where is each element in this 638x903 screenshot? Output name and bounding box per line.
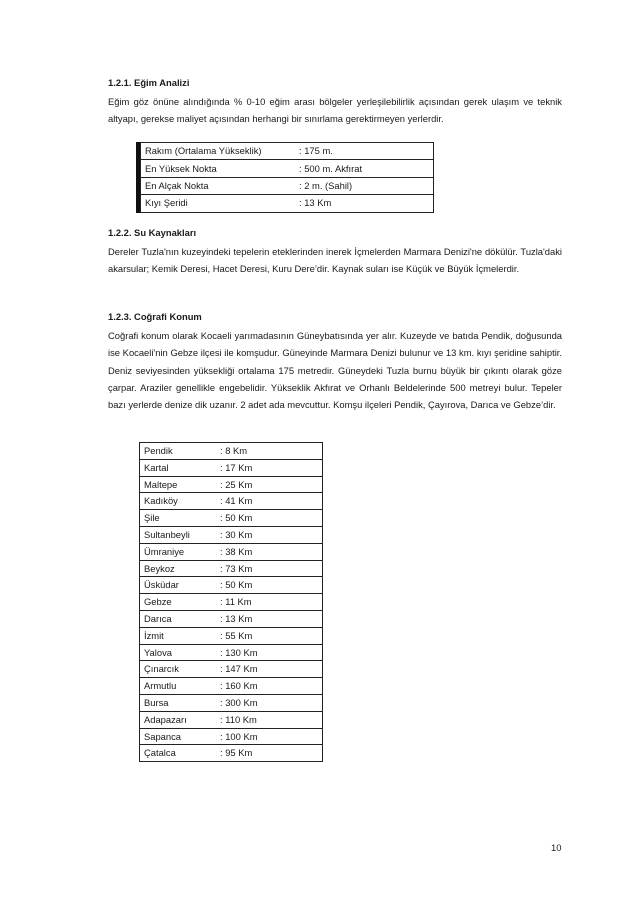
table-row bbox=[141, 195, 434, 212]
table-row bbox=[140, 594, 323, 611]
row-label: Armutlu bbox=[140, 678, 217, 695]
row-label: Çınarcık bbox=[140, 661, 217, 678]
row-value: : 13 Km bbox=[295, 195, 434, 212]
row-label: İzmit bbox=[140, 627, 217, 644]
row-label: Kartal bbox=[140, 459, 217, 476]
distance-table bbox=[139, 442, 323, 762]
row-value: : 11 Km bbox=[216, 594, 323, 611]
row-label: Kadıköy bbox=[140, 493, 217, 510]
section-paragraph: Coğrafi konum olarak Kocaeli yarımadasının Güneybatısında yer alır. Kuzeyde ve batıda Pendik, doğusunda ise Kocaeli'nin Gebze ilçesi ile komşudur. Güneyinde Marmara Denizi bulunur ve 13 km. kıyı şeridine sahiptir. Deniz seviyesinden yüksekliği ortalama 175 metredir. Güneydeki Tuzla burnu büyük bir çıkıntı olarak göze çarpar. Araziler genellikle engebelidir. Yükseklik Akfırat ve Orhanlı Beldelerinde 500 metreyi bulur. Tepeler bazı yerlerde denize dik uzanır. 2 adet ada mevcuttur. Komşu ilçeleri Pendik, Çayırova, Darıca ve Gebze’dir. bbox=[108, 330, 562, 411]
row-value: : 110 Km bbox=[216, 711, 323, 728]
row-value: : 50 Km bbox=[216, 577, 323, 594]
row-label: Bursa bbox=[140, 694, 217, 711]
row-label: Sapanca bbox=[140, 728, 217, 745]
row-value: : 100 Km bbox=[216, 728, 323, 745]
section-slope-analysis bbox=[108, 77, 562, 128]
elevation-table bbox=[138, 142, 434, 213]
row-label: Maltepe bbox=[140, 476, 217, 493]
section-heading: 1.2.1. Eğim Analizi bbox=[108, 77, 190, 88]
section-paragraph: Dereler Tuzla'nın kuzeyindeki tepelerin eteklerinden inerek İçmelerden Marmara Denizi'ne dökülür. Tuzla'daki akarsular; Kemik Deresi, Hacet Deresi, Kuru Dere’dir. Kaynak suları ise Küçük ve Büyük İçmelerdir. bbox=[108, 246, 562, 275]
row-label: Kıyı Şeridi bbox=[141, 195, 296, 212]
row-value: : 160 Km bbox=[216, 678, 323, 695]
table-row bbox=[140, 627, 323, 644]
table-row bbox=[140, 694, 323, 711]
row-label: Üsküdar bbox=[140, 577, 217, 594]
row-label: Pendik bbox=[140, 443, 217, 460]
table-row bbox=[140, 745, 323, 762]
table-row bbox=[140, 493, 323, 510]
row-value: : 50 Km bbox=[216, 510, 323, 527]
row-value: : 73 Km bbox=[216, 560, 323, 577]
row-value: : 25 Km bbox=[216, 476, 323, 493]
row-label: En Alçak Nokta bbox=[141, 177, 296, 194]
row-value: : 30 Km bbox=[216, 526, 323, 543]
row-label: Ümraniye bbox=[140, 543, 217, 560]
row-value: : 95 Km bbox=[216, 745, 323, 762]
row-label: Gebze bbox=[140, 594, 217, 611]
section-heading: 1.2.2. Su Kaynakları bbox=[108, 227, 197, 238]
table-row bbox=[140, 543, 323, 560]
table-row bbox=[140, 577, 323, 594]
row-label: Adapazarı bbox=[140, 711, 217, 728]
row-label: Şile bbox=[140, 510, 217, 527]
section-paragraph: Eğim göz önüne alındığında % 0-10 eğim arası bölgeler yerleşilebilirlik açısından gerek ulaşım ve teknik altyapı, gerekse maliyet açısından herhangi bir sınırlama gerektirmeyen yerlerdir. bbox=[108, 96, 562, 125]
row-value: : 17 Km bbox=[216, 459, 323, 476]
table-row bbox=[140, 526, 323, 543]
table-row bbox=[140, 459, 323, 476]
table-row bbox=[140, 711, 323, 728]
table-row bbox=[140, 661, 323, 678]
row-value: : 500 m. Akfırat bbox=[295, 160, 434, 177]
row-value: : 55 Km bbox=[216, 627, 323, 644]
row-value: : 38 Km bbox=[216, 543, 323, 560]
table-row bbox=[140, 678, 323, 695]
table-row bbox=[141, 177, 434, 194]
row-value: : 130 Km bbox=[216, 644, 323, 661]
row-value: : 41 Km bbox=[216, 493, 323, 510]
page-number: 10 bbox=[551, 842, 562, 853]
table-row bbox=[140, 476, 323, 493]
table-row bbox=[141, 160, 434, 177]
row-label: Yalova bbox=[140, 644, 217, 661]
section-geographic-location bbox=[108, 311, 562, 413]
row-label: Rakım (Ortalama Yükseklik) bbox=[141, 143, 296, 160]
section-heading: 1.2.3. Coğrafi Konum bbox=[108, 311, 202, 322]
table-row bbox=[141, 143, 434, 160]
row-label: Çatalca bbox=[140, 745, 217, 762]
table-row bbox=[140, 610, 323, 627]
table-row bbox=[140, 443, 323, 460]
table-row bbox=[140, 728, 323, 745]
section-water-resources bbox=[108, 227, 562, 278]
table-row bbox=[140, 644, 323, 661]
row-label: Beykoz bbox=[140, 560, 217, 577]
row-value: : 147 Km bbox=[216, 661, 323, 678]
row-value: : 13 Km bbox=[216, 610, 323, 627]
row-value: : 300 Km bbox=[216, 694, 323, 711]
table-row bbox=[140, 510, 323, 527]
row-label: En Yüksek Nokta bbox=[141, 160, 296, 177]
row-value: : 175 m. bbox=[295, 143, 434, 160]
table-row bbox=[140, 560, 323, 577]
row-value: : 2 m. (Sahil) bbox=[295, 177, 434, 194]
row-value: : 8 Km bbox=[216, 443, 323, 460]
row-label: Darıca bbox=[140, 610, 217, 627]
row-label: Sultanbeyli bbox=[140, 526, 217, 543]
